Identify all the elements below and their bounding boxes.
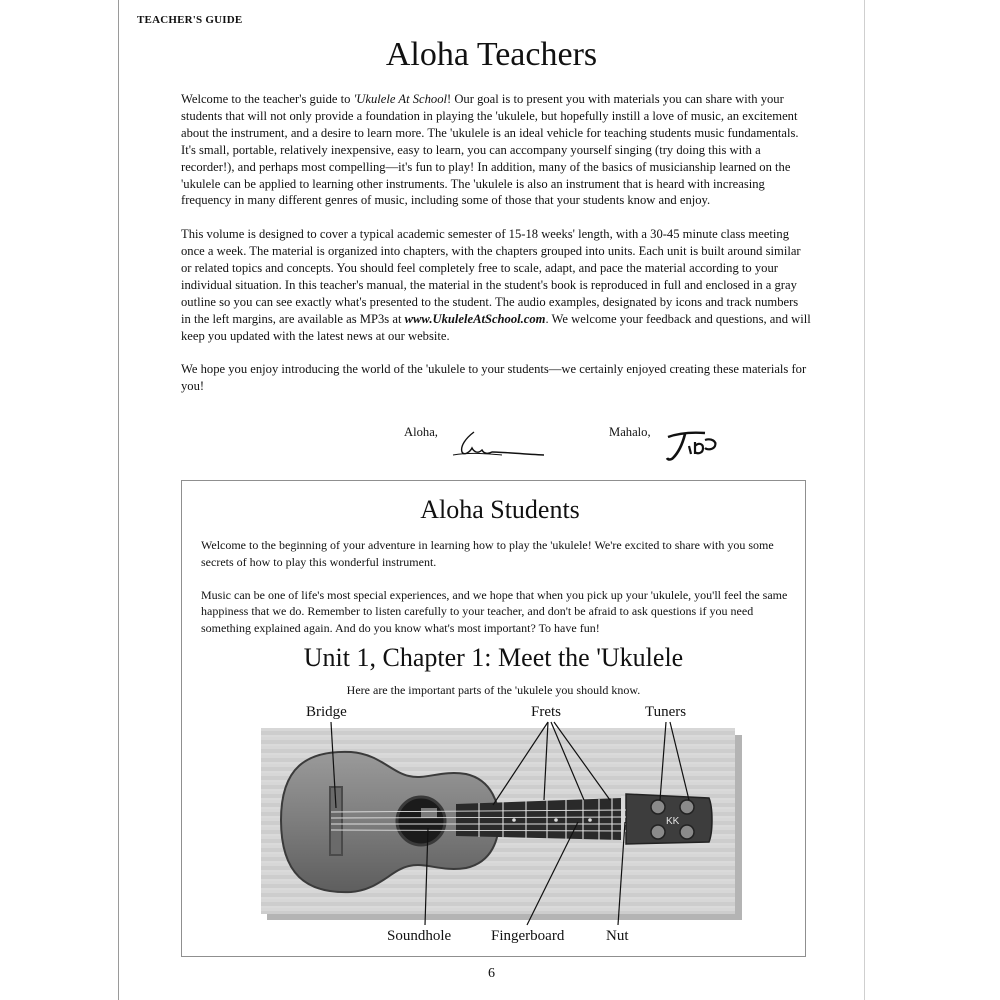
teachers-p1-text-a: Welcome to the teacher's guide to [181, 92, 354, 106]
teachers-body [181, 91, 811, 412]
website-link[interactable]: www.UkuleleAtSchool.com [404, 311, 546, 326]
students-paragraph-1: Welcome to the beginning of your adventure in learning how to play the 'ukulele! We're excited to share with you some secrets of how to play this wonderful instrument. [201, 538, 774, 569]
teachers-paragraph-3: We hope you enjoy introducing the world of the 'ukulele to your students—we certainly enjoyed creating these materials for you! [181, 362, 807, 394]
sign-off-mahalo: Mahalo, [609, 425, 651, 439]
label-fingerboard: Fingerboard [491, 928, 565, 944]
ukulele-icon [261, 728, 735, 914]
label-soundhole: Soundhole [387, 928, 452, 944]
signature-2-icon [665, 428, 721, 462]
label-frets: Frets [531, 704, 561, 720]
students-body [201, 537, 791, 653]
label-tuners: Tuners [645, 704, 687, 720]
students-paragraph-2: Music can be one of life's most special experiences, and we hope that when you pick up your 'ukulele, you'll feel the same happiness that we do. Remember to listen carefully to your teacher, and don't be afraid to ask questions if you need something explained again. And do you know what's most important? To have fun! [201, 587, 788, 635]
teachers-p2-text-b: . We welcome your feedback and questions, and will keep you updated with the latest news at our website. [181, 311, 811, 343]
running-header: TEACHER'S GUIDE [137, 14, 243, 26]
teachers-p1-text-b: ! Our goal is to present you with materials you can share with your students that will not only provide a foundation in playing the 'ukulele, but hopefully instill a love of music, an excitement about the instrument, and a desire to learn more. The 'ukulele is an ideal vehicle for teaching students music fundamentals. It's small, portable, relatively inexpensive, easy to learn, you can accompany yourself singing (try doing this with a recorder!), and perhaps most compelling—it's fun to play! In addition, many of the basics of musicianship learned on the 'ukulele can be applied to learning other instruments. The 'ukulele is also an instrument that is heard with increasing frequency in many different genres of music, including some of those that your students know and enjoy. [181, 92, 799, 208]
page-number: 6 [488, 966, 495, 981]
teachers-paragraph-1 [181, 91, 811, 209]
teachers-paragraph-2 [181, 226, 811, 344]
book-title-italic: 'Ukulele At School [353, 92, 447, 106]
teachers-p2-text-a: This volume is designed to cover a typical academic semester of 15-18 weeks' length, with a 30-45 minute class meeting once a week. The material is organized into chapters, with the chapters grouped into units. Each unit is built around similar or related topics and concepts. You should feel completely free to scale, adapt, and pace the material according to your individual situation. In this teacher's manual, the material in the student's book is reproduced in full and enclosed in a gray outline so you can see exactly what's presented to the student. The audio examples, designated by icons and track numbers in the left margins, are available as MP3s at [181, 227, 801, 326]
unit-subtitle: Here are the important parts of the 'ukulele you should know. [346, 683, 641, 697]
label-bridge: Bridge [306, 704, 347, 720]
students-title: Aloha Students [420, 495, 580, 524]
ukulele-photo [261, 728, 735, 914]
label-nut: Nut [606, 928, 629, 944]
sign-off-aloha: Aloha, [404, 425, 438, 439]
signature-1-icon [452, 428, 547, 462]
unit-chapter-title: Unit 1, Chapter 1: Meet the 'Ukulele [303, 643, 684, 672]
teachers-title: Aloha Teachers [385, 36, 598, 73]
headstock-logo: KK [666, 816, 680, 827]
